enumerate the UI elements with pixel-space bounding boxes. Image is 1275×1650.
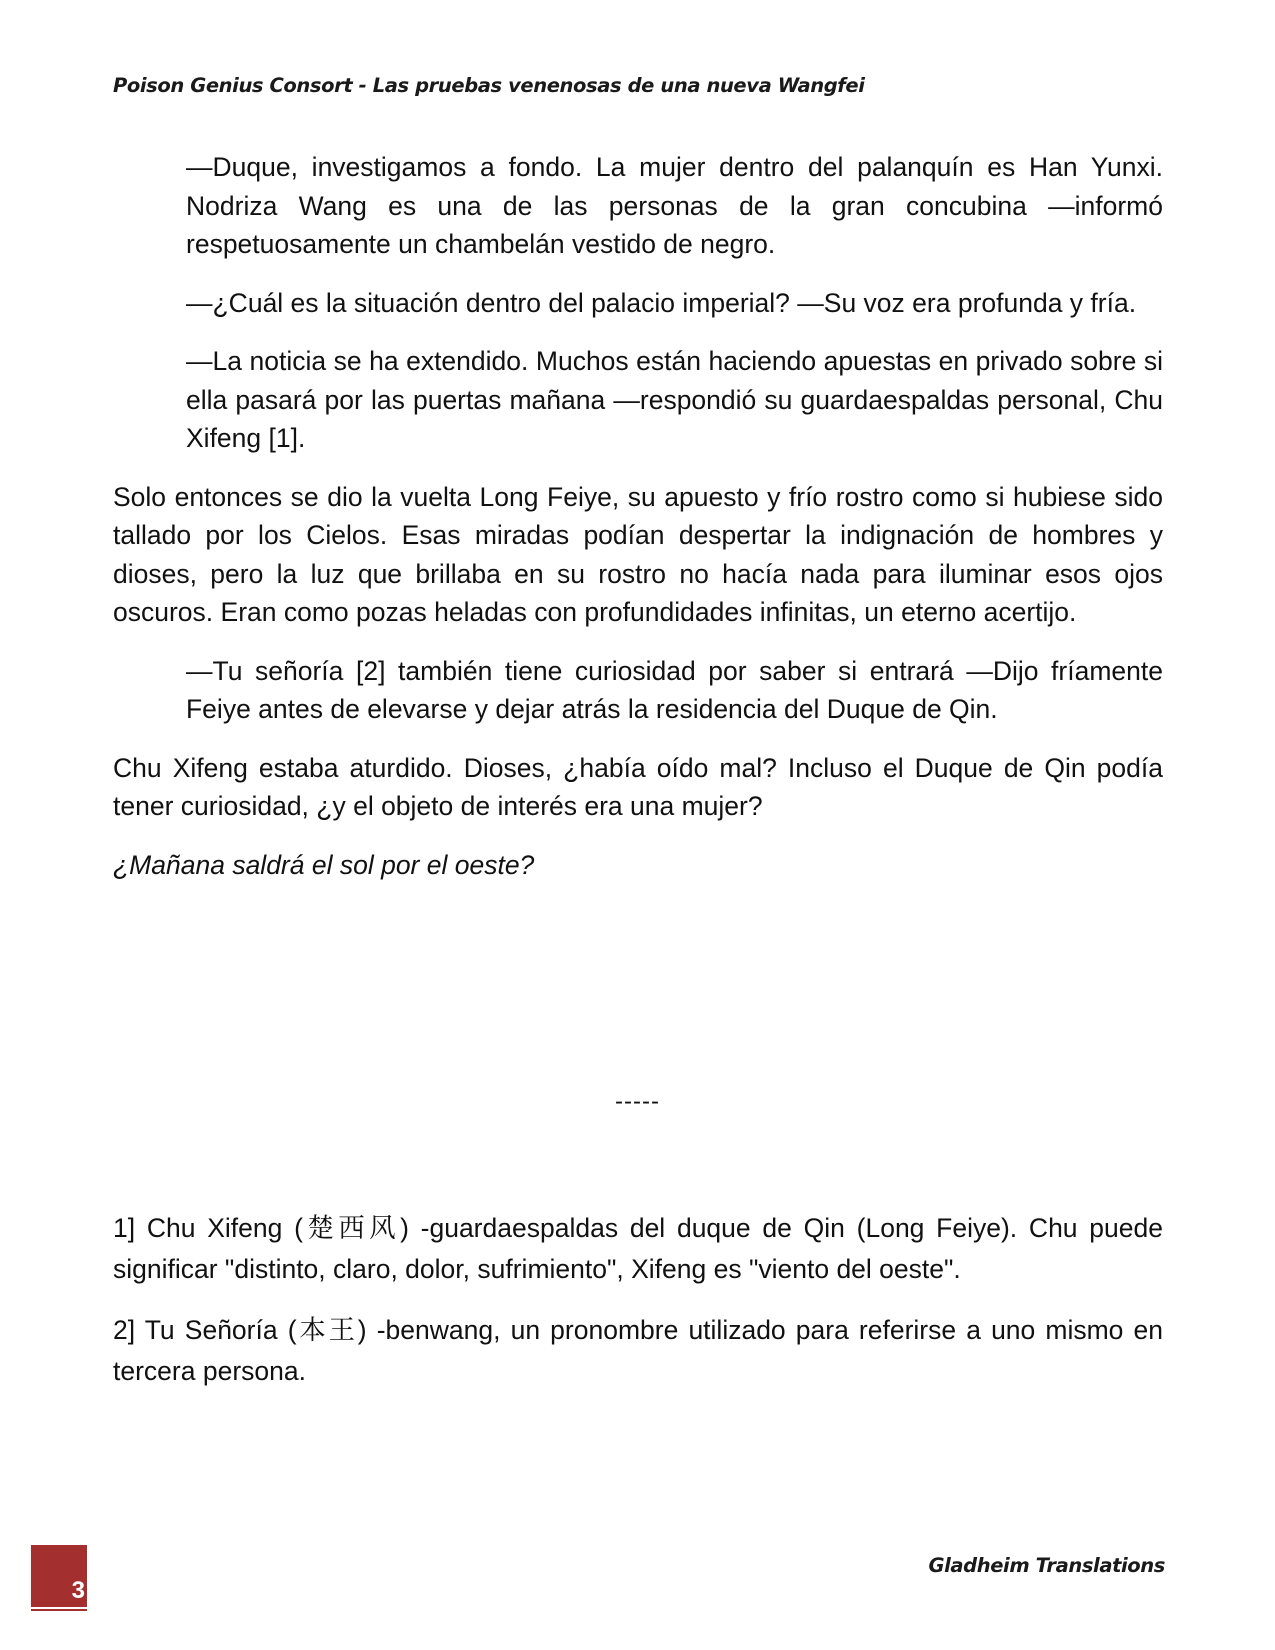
footnote-1 bbox=[113, 1208, 1163, 1290]
paragraph-narration-2: Chu Xifeng estaba aturdido. Dioses, ¿había oído mal? Incluso el Duque de Qin podía tener curiosidad, ¿y el objeto de interés era una mujer? bbox=[113, 752, 1163, 821]
footer-credit: Gladheim Translations bbox=[928, 1554, 1165, 1577]
page-number: 3 bbox=[71, 1577, 85, 1604]
paragraph-dialog-1: —Duque, investigamos a fondo. La mujer dentro del palanquín es Han Yunxi. Nodriza Wang es una de las personas de la gran concubina —informó respetuosamente un chambelán vestido de negro. bbox=[186, 152, 1163, 259]
section-separator: ----- bbox=[615, 1088, 660, 1115]
paragraph-dialog-2: —¿Cuál es la situación dentro del palacio imperial? —Su voz era profunda y fría. bbox=[186, 287, 1137, 318]
footnote-2-prefix: 2] Tu Señoría ( bbox=[113, 1315, 297, 1345]
footnote-2 bbox=[113, 1310, 1163, 1392]
paragraph-dialog-3: —La noticia se ha extendido. Muchos están haciendo apuestas en privado sobre si ella pasará por las puertas mañana —respondió su guardaespaldas personal, Chu Xifeng [1]. bbox=[186, 346, 1163, 453]
footnote-2-text: ) -benwang, un pronombre utilizado para referirse a uno mismo en tercera persona. bbox=[113, 1315, 1164, 1386]
page-number-underline bbox=[31, 1609, 87, 1611]
page-number-badge bbox=[31, 1545, 87, 1607]
footnote-1-prefix: 1] Chu Xifeng ( bbox=[113, 1213, 303, 1243]
chapter-body bbox=[113, 148, 1163, 904]
footnote-1-text: ) -guardaespaldas del duque de Qin (Long Feiye). Chu puede significar "distinto, claro, dolor, sufrimiento", Xifeng es "viento del oeste". bbox=[113, 1213, 1163, 1284]
paragraph-narration-1: Solo entonces se dio la vuelta Long Feiye, su apuesto y frío rostro como si hubiese sido tallado por los Cielos. Esas miradas podían despertar la indignación de hombres y dioses, pero la luz que brillaba en su rostro no hacía nada para iluminar esos ojos oscuros. Eran como pozas heladas con profundidades infinitas, un eterno acertijo. bbox=[113, 481, 1163, 627]
footnotes bbox=[113, 1208, 1163, 1412]
running-header: Poison Genius Consort - Las pruebas venenosas de una nueva Wangfei bbox=[113, 74, 865, 97]
paragraph-italic-thought: ¿Mañana saldrá el sol por el oeste? bbox=[113, 849, 535, 880]
paragraph-dialog-4: —Tu señoría [2] también tiene curiosidad por saber si entrará —Dijo fríamente Feiye antes de elevarse y dejar atrás la residencia del Duque de Qin. bbox=[186, 655, 1163, 724]
footnote-1-cjk: 楚西风 bbox=[302, 1213, 401, 1244]
footnote-2-cjk: 本王 bbox=[296, 1315, 358, 1346]
